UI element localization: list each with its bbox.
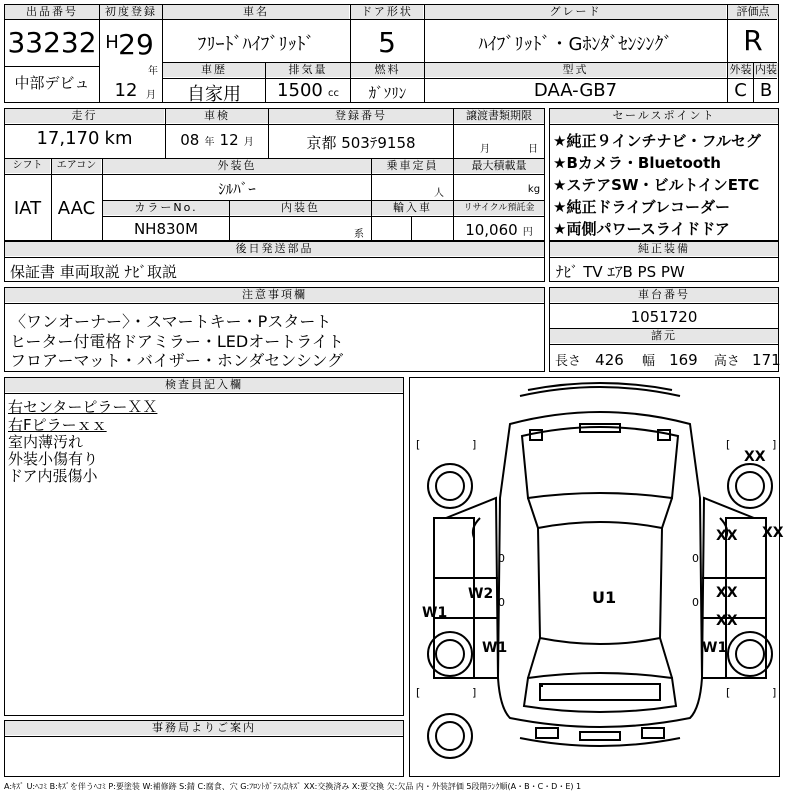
inspector-line: 室内薄汚れ bbox=[8, 433, 84, 451]
inspector-line: 右Fピラーｘｘ bbox=[8, 416, 107, 434]
roof bbox=[538, 522, 662, 644]
svg-text:[: [ bbox=[416, 686, 421, 699]
mark-w2: W2 bbox=[468, 586, 494, 602]
svg-text:]: ] bbox=[472, 686, 477, 699]
svg-text:0: 0 bbox=[692, 596, 699, 609]
exterior-label: 外装 bbox=[729, 63, 752, 76]
wheel-fl bbox=[428, 464, 472, 508]
notes-label: 注意事項欄 bbox=[5, 288, 544, 302]
width-value: 169 bbox=[669, 351, 698, 369]
mark-xx-right-door-1: XX bbox=[716, 528, 738, 544]
mark-xx-front-right: XX bbox=[744, 449, 766, 465]
selling-point: ★ステアSW・ビルトインETC bbox=[553, 176, 760, 194]
displacement-unit: cc bbox=[327, 88, 339, 99]
inspector-line: 右センターピラーＸＸ bbox=[8, 398, 158, 416]
dims-row bbox=[555, 350, 781, 369]
mark-xx-right-rear: XX bbox=[716, 613, 738, 629]
door-label: ドア形状 bbox=[351, 5, 423, 19]
mark-w1-right-rear: W1 bbox=[702, 640, 728, 656]
int-color-unit: 系 bbox=[354, 229, 364, 240]
selling-point: ★Bカメラ・Bluetooth bbox=[553, 154, 721, 172]
svg-text:0: 0 bbox=[692, 552, 699, 565]
inspection bbox=[166, 130, 268, 149]
svg-text:[: [ bbox=[726, 686, 731, 699]
first-reg-label: 初度登録 bbox=[100, 5, 162, 19]
chassis-label: 車台番号 bbox=[550, 288, 778, 302]
selling-point: ★純正ドライブレコーダー bbox=[553, 198, 730, 216]
svg-text:]: ] bbox=[472, 438, 477, 451]
transfer-day-unit: 日 bbox=[528, 144, 538, 155]
plate-label: 登録番号 bbox=[269, 109, 453, 123]
history-label: 車歴 bbox=[163, 63, 265, 77]
color-label: 外装色 bbox=[103, 159, 371, 173]
mileage-value: 17,170 bbox=[36, 128, 100, 149]
mileage-label: 走行 bbox=[5, 109, 164, 123]
svg-text:[: [ bbox=[726, 438, 731, 451]
load-unit: kg bbox=[527, 184, 541, 195]
inspector-line: ドア内張傷小 bbox=[8, 467, 98, 485]
month-unit: 月 bbox=[146, 90, 156, 101]
selling-points-label: セールスポイント bbox=[550, 109, 778, 123]
ac-label: エアコン bbox=[52, 159, 101, 173]
mileage-unit: km bbox=[104, 128, 133, 149]
width-label: 幅 bbox=[641, 354, 655, 369]
mark-w1-left: W1 bbox=[422, 605, 448, 621]
note-line: 〈ワンオーナー〉・スマートキー・Pスタート bbox=[10, 312, 332, 331]
transfer-month-unit: 月 bbox=[480, 144, 490, 155]
inspector-label: 検査員記入欄 bbox=[5, 378, 403, 392]
rear-window bbox=[524, 673, 676, 712]
height-value: 171 bbox=[752, 351, 781, 369]
length-label: 長さ bbox=[555, 354, 582, 369]
inspection-month-unit: 月 bbox=[243, 137, 254, 148]
venue-label: 中部デビュ bbox=[14, 74, 90, 92]
note-line: ヒーター付電格ドアミラー・LEDオートライト bbox=[10, 332, 344, 351]
selling-point: ★純正９インチナビ・フルセグ bbox=[553, 132, 761, 150]
svg-text:]: ] bbox=[772, 686, 777, 699]
grade-value: ﾊｲﾌﾞﾘｯﾄﾞ・Gﾎﾝﾀﾞｾﾝｼﾝｸﾞ bbox=[478, 34, 673, 55]
recycle-value: 10,060 bbox=[465, 221, 518, 239]
mark-xx-right-door-2: XX bbox=[716, 585, 738, 601]
car-name-label: 車名 bbox=[163, 5, 349, 19]
shift-label: シフト bbox=[5, 159, 50, 173]
legend: A:ｷｽﾞ U:ﾍｺﾐ B:ｷｽﾞを伴うﾍｺﾐ P:要塗装 W:補修跡 S:錆 C:腐食、穴 G:ﾌﾛﾝﾄｶﾞﾗｽ点ｷｽﾞ XX:交換済み X:要交換 欠:欠品 内・外装評価 5段階ﾗﾝｸ順(A・B・C・D・E) 1 bbox=[4, 782, 582, 791]
fuel-label: 燃料 bbox=[351, 63, 424, 77]
shift-value: IAT bbox=[13, 198, 42, 219]
year-unit: 年 bbox=[148, 66, 158, 77]
front-bumper bbox=[520, 387, 680, 396]
transfer-label: 譲渡書類期限 bbox=[454, 109, 544, 123]
spare-wheel bbox=[428, 714, 472, 758]
dims-label: 諸元 bbox=[550, 329, 778, 343]
svg-text:0: 0 bbox=[498, 552, 505, 565]
later-docs-value: 保証書 車両取説 ﾅﾋﾞ取説 bbox=[10, 263, 178, 281]
car-diagram-svg bbox=[410, 378, 779, 776]
length-value: 426 bbox=[595, 351, 624, 369]
lot-label: 出品番号 bbox=[5, 5, 99, 19]
car-name: ﾌﾘｰﾄﾞﾊｲﾌﾞﾘｯﾄﾞ bbox=[197, 34, 315, 55]
equipment-label: 純正装備 bbox=[550, 242, 778, 256]
era: H bbox=[105, 32, 119, 53]
recycle-label: リサイクル預託金 bbox=[454, 201, 544, 215]
recycle bbox=[454, 220, 544, 239]
inspector-line: 外装小傷有り bbox=[8, 450, 99, 468]
inspection-label: 車検 bbox=[166, 109, 268, 123]
svg-text:[: [ bbox=[416, 438, 421, 451]
windshield bbox=[522, 427, 678, 498]
height-label: 高さ bbox=[713, 354, 740, 369]
model-value: DAA-GB7 bbox=[533, 80, 618, 101]
capacity-unit: 人 bbox=[434, 188, 444, 199]
interior-value: B bbox=[759, 80, 773, 101]
displacement-label: 排気量 bbox=[266, 63, 350, 77]
color-value: ｼﾙﾊﾞｰ bbox=[218, 180, 256, 198]
import-label: 輸入車 bbox=[372, 201, 453, 215]
svg-text:]: ] bbox=[772, 438, 777, 451]
inspection-year: 08 bbox=[180, 131, 200, 149]
color-no-value: NH830M bbox=[133, 220, 199, 238]
rating-value: R bbox=[743, 24, 763, 57]
load-label: 最大積載量 bbox=[454, 159, 544, 173]
recycle-unit: 円 bbox=[522, 227, 533, 238]
displacement-value: 1500 bbox=[277, 80, 323, 101]
door-value: 5 bbox=[378, 26, 396, 59]
selling-point: ★両側パワースライドドア bbox=[553, 220, 730, 238]
office-label: 事務局よりご案内 bbox=[5, 721, 403, 735]
mileage bbox=[5, 128, 164, 149]
ac-value: AAC bbox=[57, 198, 96, 219]
rating-label: 評価点 bbox=[728, 5, 778, 19]
year-value: 29 bbox=[118, 28, 154, 61]
exterior-value: C bbox=[734, 80, 747, 101]
grade-label: グレード bbox=[425, 5, 726, 19]
inspection-month: 12 bbox=[219, 131, 239, 149]
plate-value: 京都 503ﾃ9158 bbox=[306, 134, 416, 152]
model-label: 型式 bbox=[425, 63, 726, 77]
lot-number: 33232 bbox=[7, 26, 97, 59]
month-value: 12 bbox=[114, 80, 138, 101]
mark-xx-right-side: XX bbox=[762, 525, 784, 541]
fuel-value: ｶﾞｿﾘﾝ bbox=[368, 84, 407, 102]
history-value: 自家用 bbox=[187, 84, 241, 105]
car-diagram bbox=[409, 377, 784, 777]
wheel-fr bbox=[728, 464, 772, 508]
inspection-year-unit: 年 bbox=[204, 137, 215, 148]
mark-w1-left-rear: W1 bbox=[482, 640, 508, 656]
mark-u1: U1 bbox=[592, 588, 617, 607]
equipment-value: ﾅﾋﾞ TV ｴｱB PS PW bbox=[556, 263, 685, 281]
later-docs-label: 後日発送部品 bbox=[5, 242, 544, 256]
chassis-value: 1051720 bbox=[630, 308, 698, 326]
note-line: フロアーマット・バイザー・ホンダセンシング bbox=[10, 351, 344, 370]
svg-text:0: 0 bbox=[498, 596, 505, 609]
capacity-label: 乗車定員 bbox=[372, 159, 453, 173]
color-no-label: カラーNo. bbox=[103, 201, 229, 215]
int-color-label: 内装色 bbox=[230, 201, 371, 215]
displacement bbox=[266, 80, 350, 101]
interior-label: 内装 bbox=[755, 63, 777, 76]
